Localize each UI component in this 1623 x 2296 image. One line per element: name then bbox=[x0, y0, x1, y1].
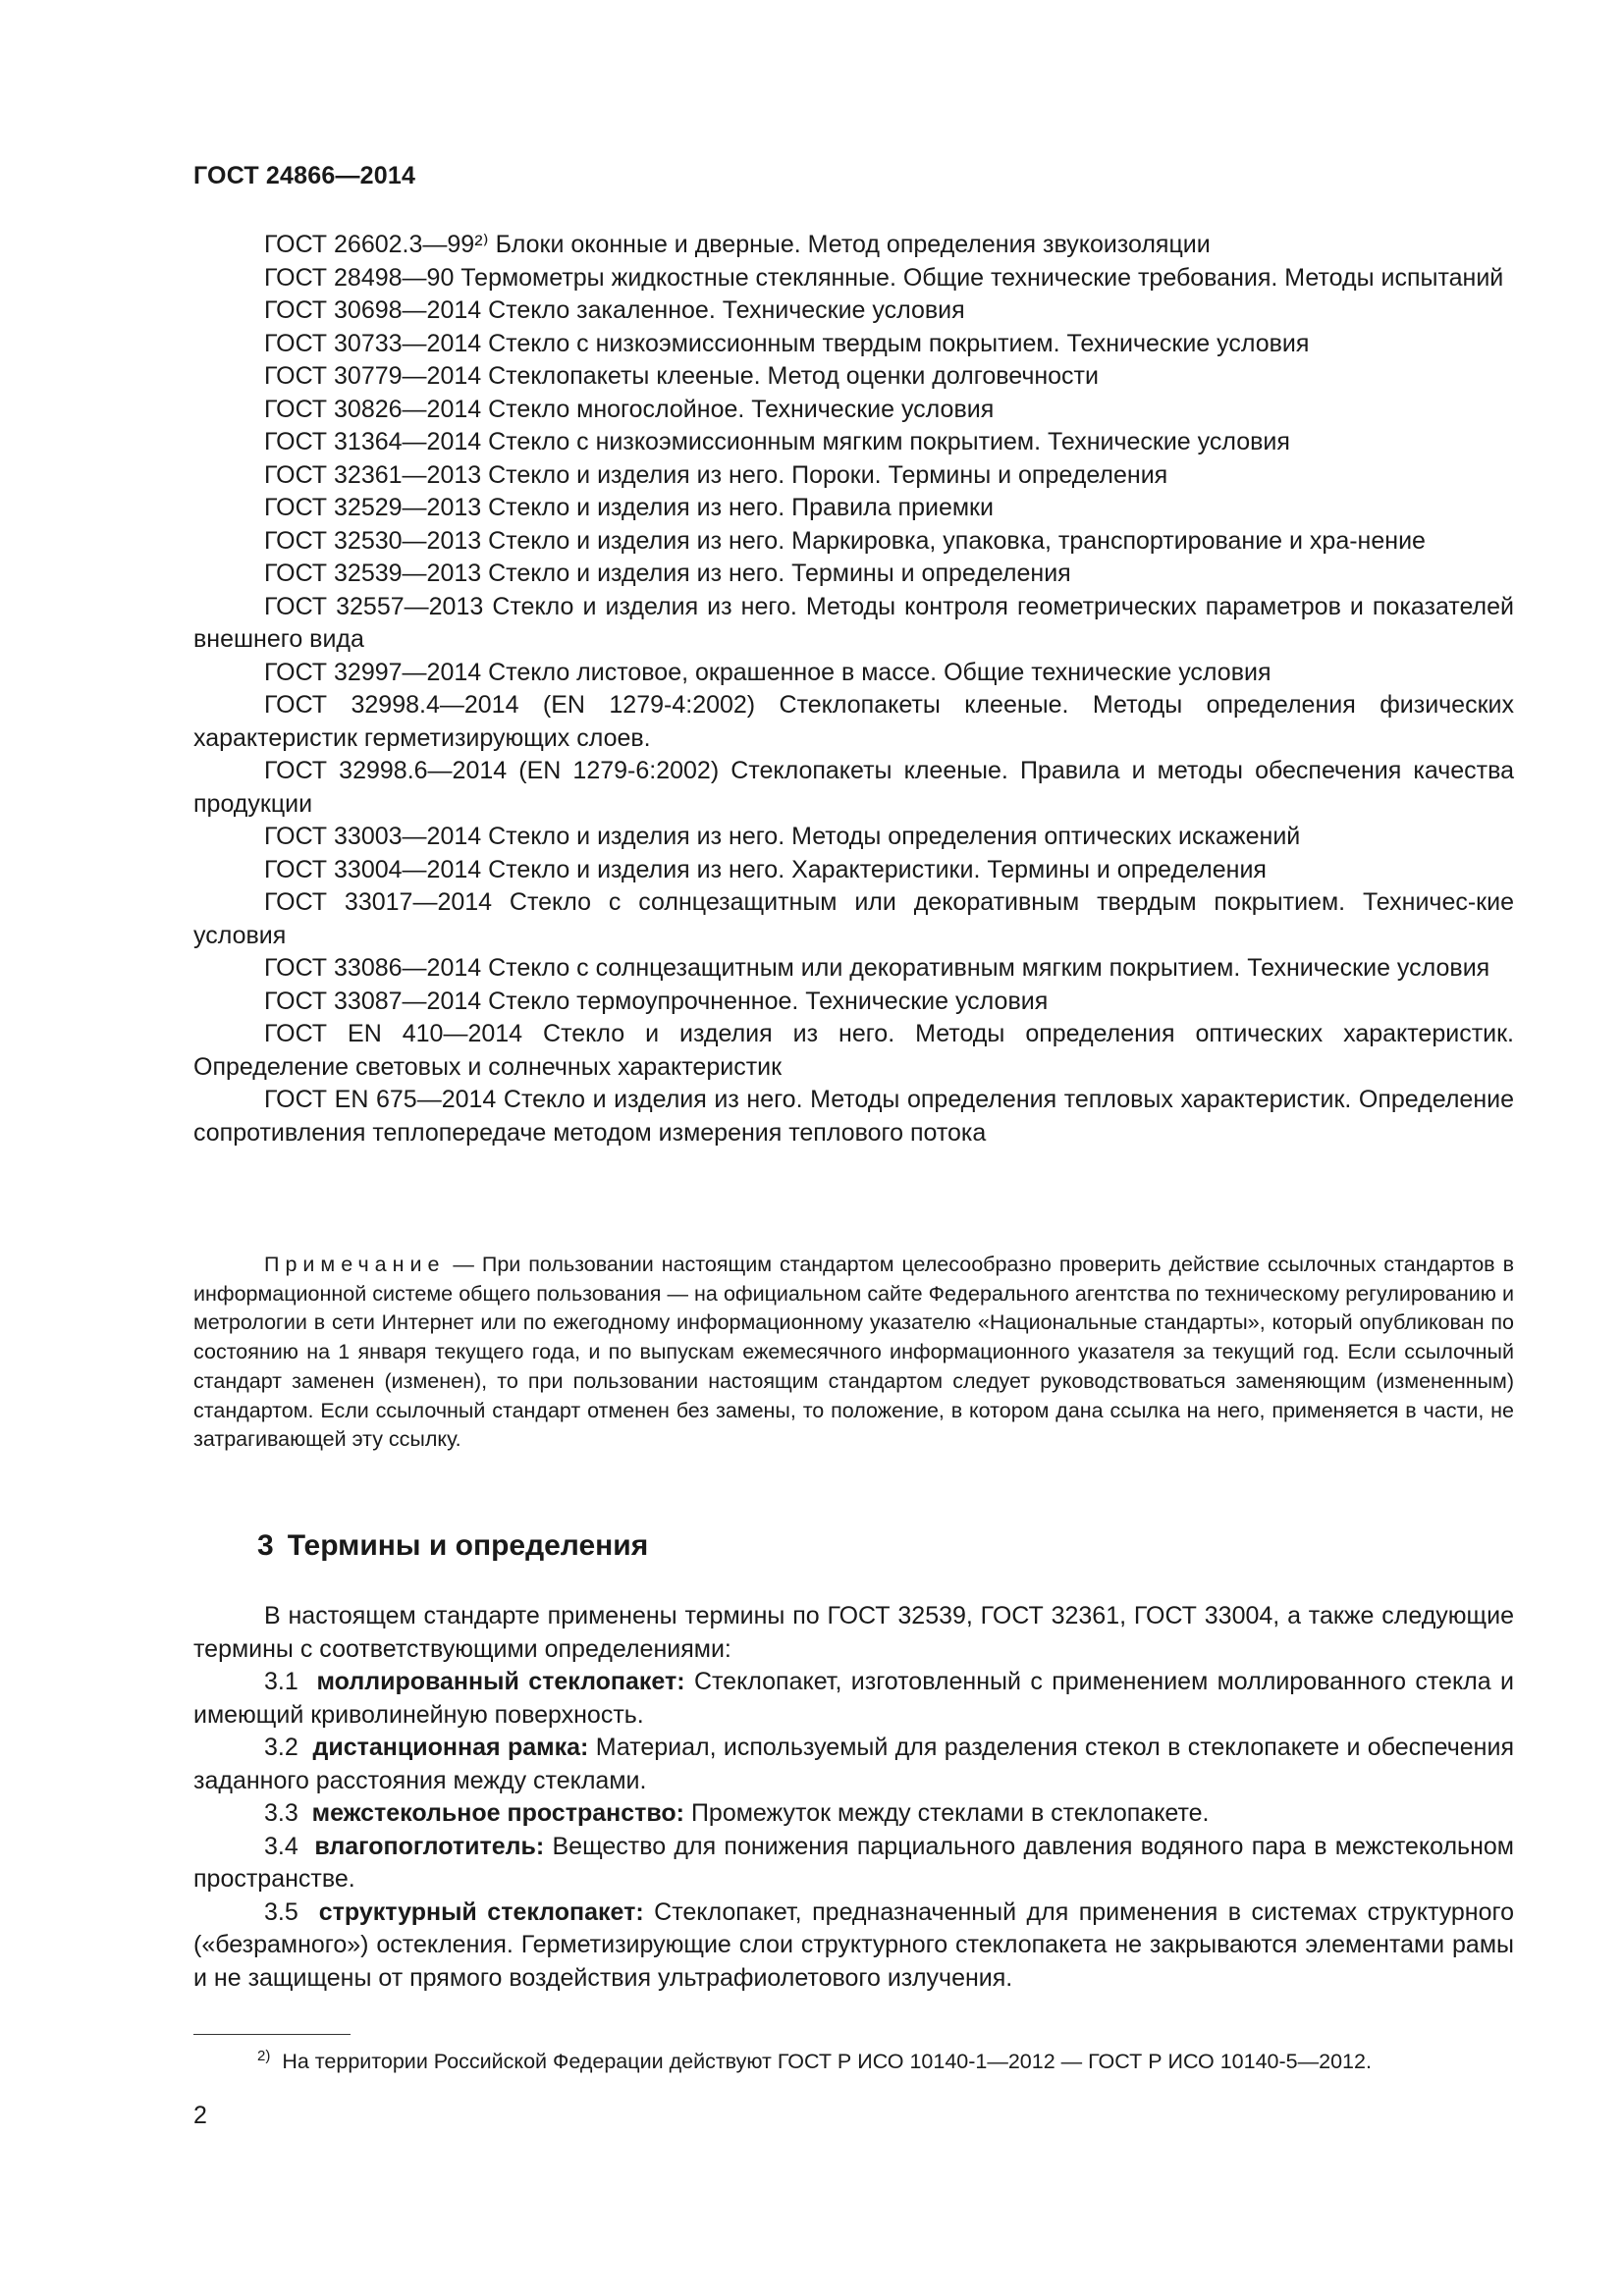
note-text: — При пользовании настоящим стандартом целесообразно проверить действие ссылочных стандартов в информационной системе общего пользования — на официальном сайте Федерального агентства по техническому регулированию и метрологии в сети Интернет или по ежегодному информационному указателю «Национальные стандарты», который опубликован по состоянию на 1 января текущего года, и по выпускам ежемесячного информационного указателя за текущий год. Если ссылочный стандарт заменен (изменен), то при пользовании настоящим стандартом следует руководствоваться заменяющим (измененным) стандартом. Если ссылочный стандарт отменен без замены, то положение, в котором дана ссылка на него, применяется в части, не затрагивающей эту ссылку. bbox=[193, 1253, 1514, 1452]
term-name: дистанционная рамка: bbox=[312, 1734, 589, 1761]
term-definition: Материал, используемый для разделения стекол в стеклопакете и обеспечения заданного расстояния между стеклами. bbox=[193, 1734, 1514, 1794]
term-name: межстекольное пространство: bbox=[311, 1799, 685, 1827]
note-label: Примечание bbox=[264, 1253, 446, 1276]
reference-item: ГОСТ 30698—2014 Стекло закаленное. Технические условия bbox=[264, 296, 965, 324]
footnote-text: На территории Российской Федерации действуют ГОСТ Р ИСО 10140-1—2012 — ГОСТ Р ИСО 10140-5—2012. bbox=[282, 2050, 1372, 2074]
terms-intro: В настоящем стандарте применены термины по ГОСТ 32539, ГОСТ 32361, ГОСТ 33004, а также следующие термины с соответствующими определениями: bbox=[193, 1602, 1514, 1663]
section-title-text: Термины и определения bbox=[287, 1529, 649, 1562]
term-entry bbox=[193, 1896, 1514, 1996]
standard-header: ГОСТ 24866—2014 bbox=[193, 162, 416, 189]
normative-references-list bbox=[193, 229, 1514, 1149]
section-number: 3 bbox=[257, 1529, 274, 1562]
page-number: 2 bbox=[193, 2102, 207, 2129]
reference-item: ГОСТ 32998.6—2014 (EN 1279-6:2002) Стеклопакеты клееные. Правила и методы обеспечения качества продукции bbox=[193, 757, 1514, 818]
reference-item: ГОСТ 31364—2014 Стекло с низкоэмиссионным мягким покрытием. Технические условия bbox=[264, 428, 1290, 455]
term-entry bbox=[193, 1666, 1514, 1732]
reference-item: ГОСТ 32997—2014 Стекло листовое, окрашенное в массе. Общие технические условия bbox=[264, 658, 1271, 686]
reference-item: ГОСТ EN 675—2014 Стекло и изделия из него. Методы определения тепловых характеристик. Определение сопротивления теплопередаче методом измерения теплового потока bbox=[193, 1086, 1514, 1147]
footnote-mark: 2) bbox=[257, 2048, 271, 2064]
reference-item: ГОСТ 32539—2013 Стекло и изделия из него. Термины и определения bbox=[264, 560, 1071, 587]
reference-item: ГОСТ 28498—90 Термометры жидкостные стеклянные. Общие технические требования. Методы испытаний bbox=[264, 263, 1504, 292]
reference-item: ГОСТ 30826—2014 Стекло многослойное. Технические условия bbox=[264, 395, 995, 423]
reference-item: ГОСТ 33017—2014 Стекло с солнцезащитным или декоративным твердым покрытием. Техничес-кие условия bbox=[193, 888, 1514, 949]
reference-item: ГОСТ 30779—2014 Стеклопакеты клееные. Метод оценки долговечности bbox=[264, 362, 1099, 390]
reference-item: ГОСТ 32557—2013 Стекло и изделия из него. Методы контроля геометрических параметров и показателей внешнего вида bbox=[193, 592, 1514, 653]
term-name: моллированный стеклопакет: bbox=[316, 1668, 685, 1695]
term-number: 3.4 bbox=[264, 1832, 298, 1860]
term-entry bbox=[193, 1797, 1514, 1831]
reference-item: ГОСТ 26602.3—99²⁾ Блоки оконные и дверные. Метод определения звукоизоляции bbox=[264, 231, 1211, 258]
reference-item: ГОСТ 33087—2014 Стекло термоупрочненное. Технические условия bbox=[264, 987, 1049, 1015]
term-definition: Вещество для понижения парциального давления водяного пара в межстекольном пространстве. bbox=[193, 1832, 1514, 1893]
term-definition: Стеклопакет, изготовленный с применением моллированного стекла и имеющий криволинейную поверхность. bbox=[193, 1668, 1514, 1729]
reference-item: ГОСТ 33003—2014 Стекло и изделия из него. Методы определения оптических искажений bbox=[264, 823, 1301, 850]
term-name: структурный стеклопакет: bbox=[318, 1897, 644, 1926]
section-heading bbox=[257, 1529, 648, 1563]
terms-block bbox=[193, 1600, 1514, 1995]
term-entry bbox=[193, 1831, 1514, 1896]
reference-item: ГОСТ 32361—2013 Стекло и изделия из него. Пороки. Термины и определения bbox=[264, 460, 1168, 489]
reference-item: ГОСТ 33086—2014 Стекло с солнцезащитным или декоративным мягким покрытием. Технические условия bbox=[264, 954, 1490, 982]
term-name: влагопоглотитель: bbox=[314, 1832, 545, 1860]
reference-item: ГОСТ 32529—2013 Стекло и изделия из него. Правила приемки bbox=[264, 494, 994, 521]
footnote bbox=[257, 2048, 1372, 2074]
reference-item: ГОСТ 32998.4—2014 (EN 1279-4:2002) Стеклопакеты клееные. Методы определения физических характеристик герметизирующих слоев. bbox=[193, 691, 1514, 752]
term-number: 3.3 bbox=[264, 1799, 298, 1827]
term-number: 3.5 bbox=[264, 1897, 298, 1926]
term-definition: Промежуток между стеклами в стеклопакете. bbox=[684, 1799, 1210, 1827]
term-number: 3.2 bbox=[264, 1734, 298, 1761]
reference-item: ГОСТ 32530—2013 Стекло и изделия из него. Маркировка, упаковка, транспортирование и хра-нение bbox=[264, 526, 1426, 555]
reference-item: ГОСТ EN 410—2014 Стекло и изделия из него. Методы определения оптических характеристик. Определение световых и солнечных характеристик bbox=[193, 1020, 1514, 1081]
footnote-divider bbox=[193, 2034, 351, 2035]
note-block bbox=[193, 1251, 1514, 1455]
term-definition: Стеклопакет, предназначенный для применения в системах структурного («безрамного») остекления. Герметизирующие слои структурного стеклопакета не закрываются элементами рамы и не защищены от прямого воздействия ультрафиолетового излучения. bbox=[193, 1897, 1514, 1992]
reference-item: ГОСТ 30733—2014 Стекло с низкоэмиссионным твердым покрытием. Технические условия bbox=[264, 329, 1310, 357]
reference-item: ГОСТ 33004—2014 Стекло и изделия из него. Характеристики. Термины и определения bbox=[264, 855, 1267, 883]
term-entry bbox=[193, 1732, 1514, 1797]
term-number: 3.1 bbox=[264, 1668, 298, 1695]
